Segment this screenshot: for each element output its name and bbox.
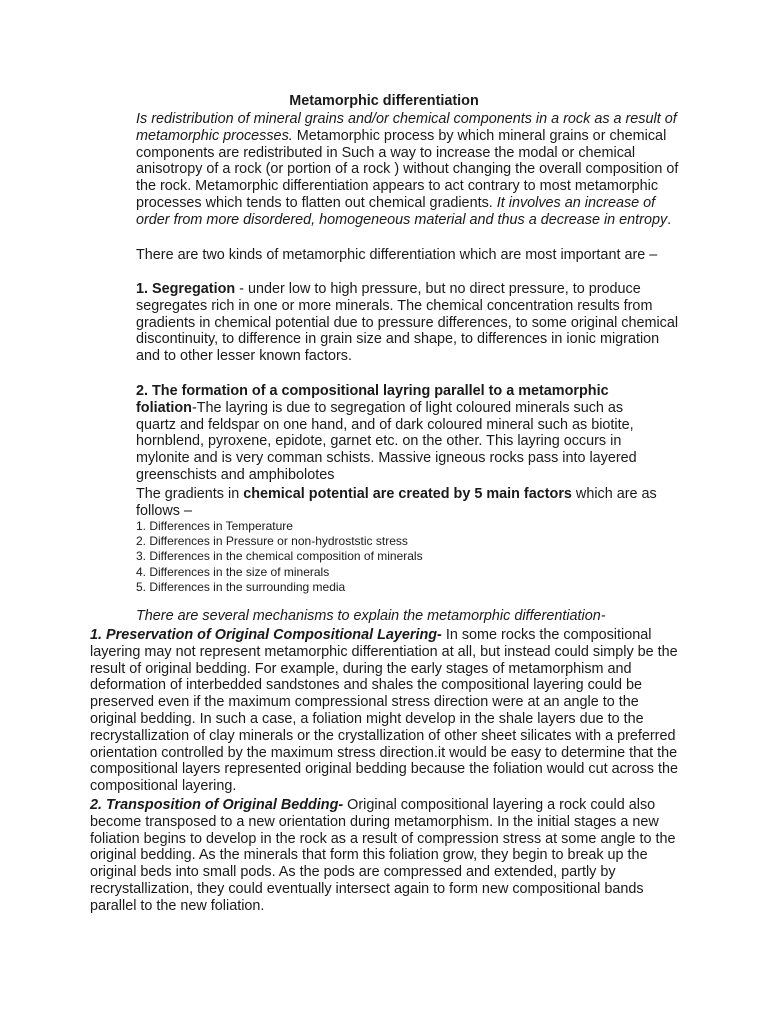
kinds-line: There are two kinds of metamorphic differentiation which are most important are – — [136, 247, 658, 263]
list-item: 3. Differences in the chemical composition of minerals — [136, 549, 423, 564]
intro-body-text: Metamorphic process by which mineral grains or chemical components are redistributed in Such a way to increase the modal or chemical anisotropy of a rock (or portion of a rock ) without changing the overall composition of the rock. Metamorphic differentiation appears to act contrary to most metamorphic processes which tends to flatten out chemical gradients. — [136, 127, 679, 211]
intro-italic-definition: Is redistribution of mineral grains and/or chemical components in a rock as a result of metamorphic processes. — [136, 111, 677, 144]
preservation-heading: 1. Preservation of Original Compositional Layering- — [90, 627, 442, 643]
page-title: Metamorphic differentiation — [289, 93, 479, 109]
formation-heading: 2. The formation of a compositional layring parallel to a metamorphic foliation — [136, 383, 609, 416]
transposition-text: Original compositional layering a rock could also become transposed to a new orientation during metamorphism. In the initial stages a new foliation begins to develop in the rock as a result of compression stress at some angle to the original bedding. As the minerals that form this foliation grow, they begin to break up the original beds into small pods. As the pods are compressed and extended, partly by recrystallization, they could eventually intersect again to form new compositional bands parallel to the new foliation. — [90, 797, 676, 914]
transposition-heading: 2. Transposition of Original Bedding- — [90, 797, 344, 813]
preservation-text: In some rocks the compositional layering may not represent metamorphic differentiation at all, but instead could simply be the result of original bedding. For example, during the early stages of metamorphism and deformation of interbedded sandstones and shales the compositional layering could be preserved even if the maximum compressional stress direction were at an angle to the original bedding. In such a case, a foliation might develop in the shale layers due to the recrystallization of clay minerals or the crystallization of other sheet silicates with a preferred orientation controlled by the maximum stress direction.it would be easy to determine that the compositional layers represented original bedding because the foliation would cut across the compositional layering. — [90, 627, 678, 795]
gradients-post: which are as follows – — [136, 486, 657, 519]
intro-italic-entropy: It involves an increase of order from more disordered, homogeneous material and thus a decrease in entropy — [136, 194, 668, 228]
list-item: 4. Differences in the size of minerals — [136, 564, 330, 579]
list-item: 5. Differences in the surrounding media — [136, 579, 346, 594]
list-item: 2. Differences in Pressure or non-hydroststic stress — [136, 534, 408, 549]
factors-list — [136, 519, 423, 595]
gradients-bold: chemical potential are created by 5 main factors — [243, 486, 572, 502]
intro-period: . — [667, 211, 672, 228]
preservation-paragraph — [90, 627, 682, 795]
formation-paragraph — [136, 383, 666, 484]
gradients-pre: The gradients in — [136, 486, 244, 502]
list-item: 1. Differences in Temperature — [136, 519, 293, 533]
formation-text: -The layring is due to segregation of light coloured minerals such as quartz and feldspar on one hand, and of dark coloured mineral such as biotite, hornblend, pyroxene, epidote, garnet etc. on the other. This layring occurs in mylonite and is very comman schists. Massive igneous rocks pass into layered greenschists and amphibolotes — [136, 399, 637, 483]
gradients-paragraph — [136, 486, 676, 520]
intro-paragraph — [136, 111, 684, 229]
segregation-text: - under low to high pressure, but no direct pressure, to produce segregates rich in one or more minerals. The chemical concentration results from gradients in chemical potential due to pressure differences, to some original chemical discontinuity, to difference in grain size and shape, to differences in ionic migration and to other lesser known factors. — [136, 281, 679, 365]
segregation-heading: 1. Segregation — [136, 281, 236, 297]
mechanisms-intro: There are several mechanisms to explain the metamorphic differentiation- — [136, 608, 606, 624]
segregation-paragraph — [136, 281, 681, 365]
transposition-paragraph — [90, 797, 682, 915]
